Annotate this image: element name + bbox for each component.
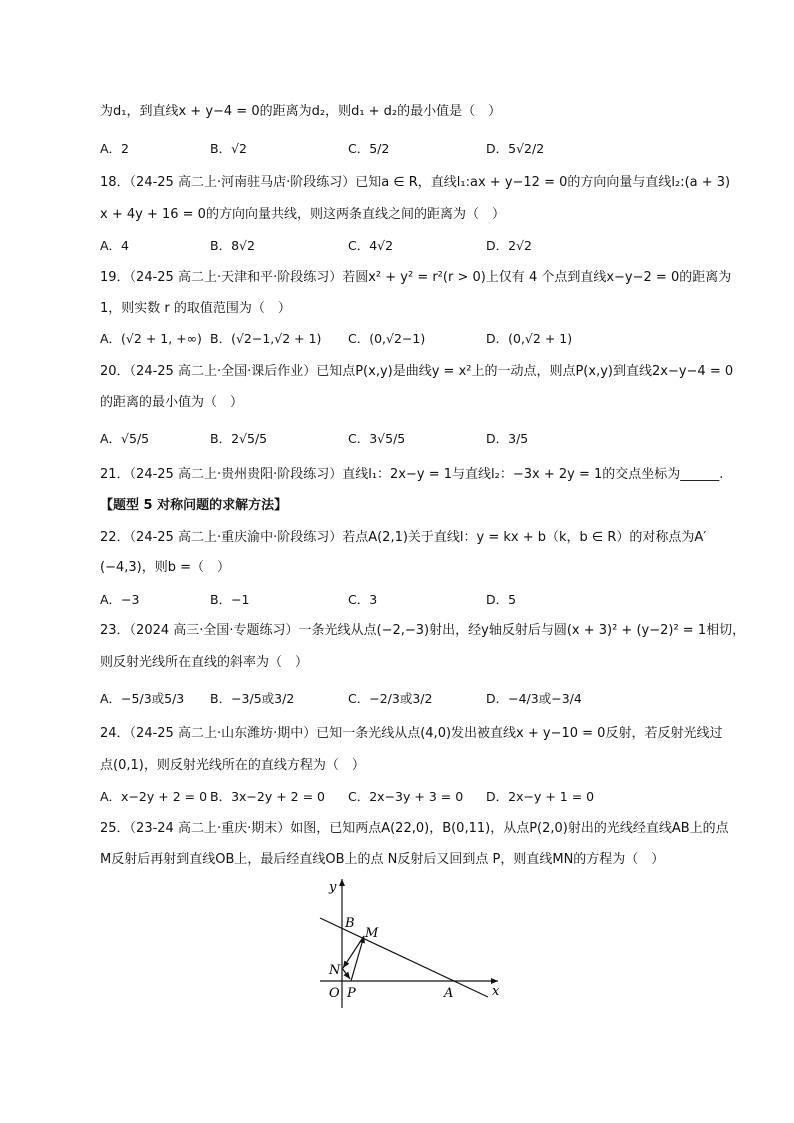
ray-m-to-n xyxy=(343,936,364,968)
label-o: O xyxy=(329,986,340,1001)
q23-stem-line1: 23．（2024 高三·全国·专题练习）一条光线从点(−2,−3)射出，经y轴反射后与圆(x + 3)² + (y−2)² = 1相切， xyxy=(100,623,746,638)
q24-stem-line2: 点(0,1)，则反射光线所在的直线方程为（ ） xyxy=(100,758,365,773)
q22-option-d[interactable]: D．5 xyxy=(486,592,517,607)
q25-stem-line2: M反射后再射到直线OB上，最后经直线OB上的点 N反射后又回到点 P，则直线MN的方程为（ ） xyxy=(100,852,665,867)
q20-option-b[interactable]: B．2√5/5 xyxy=(210,431,268,446)
q23-option-d[interactable]: D．−4/3或−3/4 xyxy=(486,691,582,706)
q24-option-a[interactable]: A．x−2y + 2 = 0 xyxy=(100,789,208,804)
ray-n-to-p xyxy=(342,968,350,979)
q23-option-b[interactable]: B．−3/5或3/2 xyxy=(210,691,295,706)
q17-stem-tail: 为d₁，到直线x + y−4 = 0的距离为d₂，则d₁ + d₂的最小值是（ ） xyxy=(100,104,502,119)
q20-stem-line2: 的距离的最小值为（ ） xyxy=(100,395,244,410)
q17-option-d[interactable]: D．5√2/2 xyxy=(486,141,545,156)
figure-svg xyxy=(310,875,510,1015)
label-x: x xyxy=(492,984,500,999)
label-n: N xyxy=(329,963,341,978)
q20-stem-line1: 20．（24-25 高二上·全国·课后作业）已知点P(x,y)是曲线y = x²上的一动点，则点P(x,y)到直线2x−y−4 = 0 xyxy=(100,364,734,379)
ray-p-to-m xyxy=(351,936,364,981)
q22-option-c[interactable]: C．3 xyxy=(348,592,378,607)
q19-option-c[interactable]: C．(0,√2−1) xyxy=(348,331,426,346)
q20-option-a[interactable]: A．√5/5 xyxy=(100,431,150,446)
q22-stem-line2: (−4,3)，则b =（ ） xyxy=(100,560,230,575)
label-b: B xyxy=(345,916,355,931)
q19-option-d[interactable]: D．(0,√2 + 1) xyxy=(486,331,573,346)
reflection-figure xyxy=(310,875,510,1015)
q18-option-c[interactable]: C．4√2 xyxy=(348,238,394,253)
q18-stem-line1: 18．（24-25 高二上·河南驻马店·阶段练习）已知a ∈ R，直线l₁:ax + y−12 = 0的方向向量与直线l₂:(a + 3) xyxy=(100,175,731,190)
q19-stem-line2: 1，则实数 r 的取值范围为（ ） xyxy=(100,301,291,316)
label-y: y xyxy=(329,880,337,895)
q20-option-c[interactable]: C．3√5/5 xyxy=(348,431,406,446)
q18-option-d[interactable]: D．2√2 xyxy=(486,238,532,253)
q22-stem-line1: 22．（24-25 高二上·重庆渝中·阶段练习）若点A(2,1)关于直线l：y = kx + b（k，b ∈ R）的对称点为A′ xyxy=(100,530,707,545)
q17-option-a[interactable]: A．2 xyxy=(100,141,130,156)
q17-option-c[interactable]: C．5/2 xyxy=(348,141,390,156)
q18-stem-line2: x + 4y + 16 = 0的方向向量共线，则这两条直线之间的距离为（ ） xyxy=(100,207,505,222)
label-m: M xyxy=(365,926,379,941)
q24-stem-line1: 24．（24-25 高二上·山东潍坊·期中）已知一条光线从点(4,0)发出被直线x + y−10 = 0反射，若反射光线过 xyxy=(100,726,723,741)
q19-option-a[interactable]: A．(√2 + 1, +∞) xyxy=(100,331,202,346)
q20-option-d[interactable]: D．3/5 xyxy=(486,431,529,446)
q19-stem-line1: 19．（24-25 高二上·天津和平·阶段练习）若圆x² + y² = r²(r > 0)上仅有 4 个点到直线x−y−2 = 0的距离为 xyxy=(100,270,732,285)
q22-option-a[interactable]: A．−3 xyxy=(100,592,140,607)
q18-option-a[interactable]: A．4 xyxy=(100,238,130,253)
q23-option-c[interactable]: C．−2/3或3/2 xyxy=(348,691,433,706)
label-p: P xyxy=(347,986,356,1001)
q25-stem-line1: 25．（23-24 高二上·重庆·期末）如图，已知两点A(22,0)，B(0,11)，从点P(2,0)射出的光线经直线AB上的点 xyxy=(100,821,729,836)
q24-option-d[interactable]: D．2x−y + 1 = 0 xyxy=(486,789,595,804)
q23-option-a[interactable]: A．−5/3或5/3 xyxy=(100,691,185,706)
q24-option-b[interactable]: B．3x−2y + 2 = 0 xyxy=(210,789,325,804)
q24-option-c[interactable]: C．2x−3y + 3 = 0 xyxy=(348,789,464,804)
q17-option-b[interactable]: B．√2 xyxy=(210,141,247,156)
section-heading: 【题型 5 对称问题的求解方法】 xyxy=(100,498,288,513)
label-a: A xyxy=(444,986,454,1001)
q18-option-b[interactable]: B．8√2 xyxy=(210,238,255,253)
q22-option-b[interactable]: B．−1 xyxy=(210,592,250,607)
q21-stem: 21．（24-25 高二上·贵州贵阳·阶段练习）直线l₁：2x−y = 1与直线l₂：−3x + 2y = 1的交点坐标为______. xyxy=(100,467,724,482)
q23-stem-line2: 则反射光线所在直线的斜率为（ ） xyxy=(100,655,309,670)
q19-option-b[interactable]: B．(√2−1,√2 + 1) xyxy=(210,331,322,346)
